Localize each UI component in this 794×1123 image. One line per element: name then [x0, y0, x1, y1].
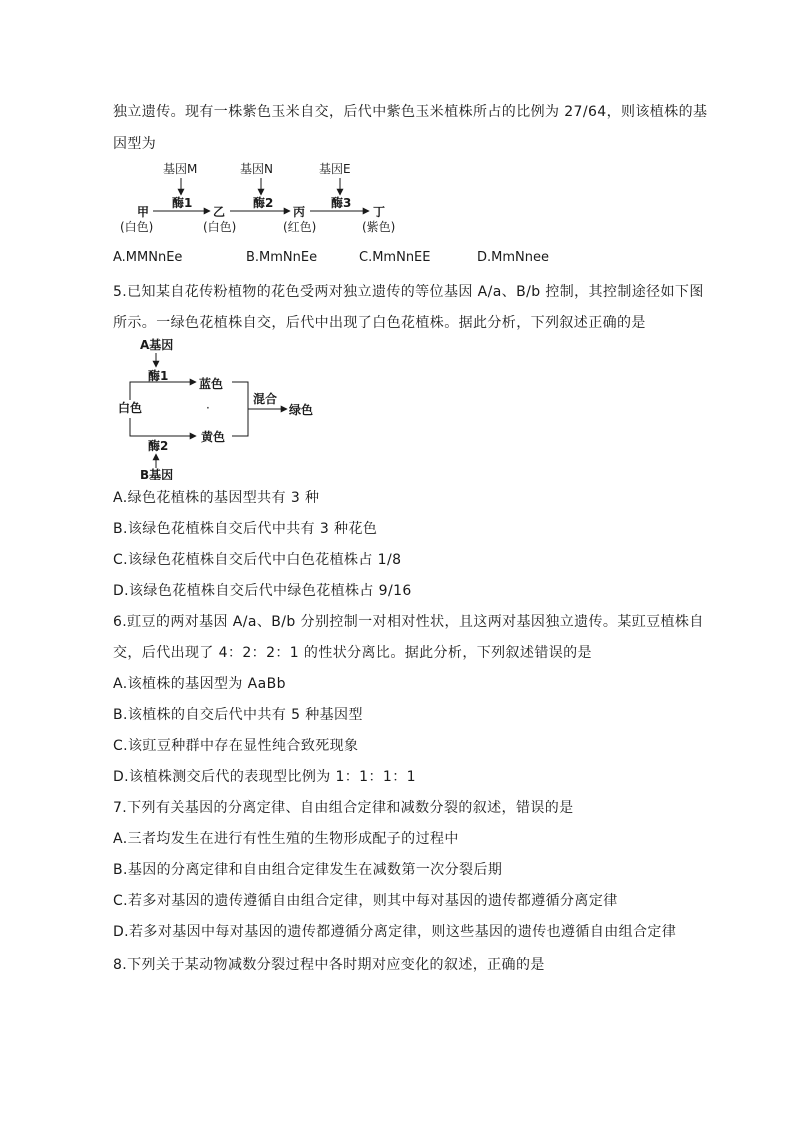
q4-option-d: D.MmNnee — [477, 250, 549, 265]
q5-pathway-diagram — [0, 330, 794, 480]
q5-mix-label: 混合 — [253, 392, 278, 406]
q7-option-d: D.若多对基因中每对基因的遗传都遵循分离定律，则这些基因的遗传也遵循自由组合定律 — [113, 924, 677, 940]
q5-bracket — [232, 382, 248, 436]
q4-node-ding-color: (紫色) — [362, 220, 396, 234]
q5-gene-b-label: B基因 — [140, 468, 174, 480]
q4-node-jia-color: (白色) — [120, 220, 154, 234]
q7-option-a: A.三者均发生在进行有性生殖的生物形成配子的过程中 — [113, 831, 459, 847]
q4-option-b: B.MmNnEe — [246, 250, 318, 265]
q4-option-a: A.MMNnEe — [113, 250, 183, 265]
q5-enzyme1-label: 酶1 — [148, 369, 169, 383]
q5-node-green: 绿色 — [289, 403, 314, 417]
q4-stem-line1: 独立遗传。现有一株紫色玉米自交，后代中紫色玉米植株所占的比例为 27/64，则该植株的基 — [113, 104, 708, 120]
q6-stem-line2: 交，后代出现了 4：2：2：1 的性状分离比。据此分析，下列叙述错误的是 — [113, 645, 592, 661]
q4-enzyme1-label: 酶1 — [172, 196, 193, 210]
q7-stem-line1: 7.下列有关基因的分离定律、自由组合定律和减数分裂的叙述，错误的是 — [113, 800, 574, 816]
q5-node-white: 白色 — [118, 401, 143, 415]
q7-option-c: C.若多对基因的遗传遵循自由组合定律，则其中每对基因的遗传都遵循分离定律 — [113, 893, 618, 909]
q5-stem-line1: 5.已知某自花传粉植物的花色受两对独立遗传的等位基因 A/a、B/b 控制，其控制途径如下图 — [113, 284, 704, 300]
q4-gene-e-label: 基因E — [319, 162, 351, 176]
q4-node-bing: 丙 — [293, 205, 306, 219]
q6-option-c: C.该豇豆种群中存在显性纯合致死现象 — [113, 738, 359, 754]
q5-option-a: A.绿色花植株的基因型共有 3 种 — [113, 490, 320, 506]
q6-stem-line1: 6.豇豆的两对基因 A/a、B/b 分别控制一对相对性状，且这两对基因独立遗传。某豇豆植株自 — [113, 614, 704, 630]
q5-option-b: B.该绿色花植株自交后代中共有 3 种花色 — [113, 521, 378, 537]
q4-gene-m-label: 基因M — [163, 162, 198, 176]
q4-node-jia: 甲 — [137, 205, 150, 219]
q8-stem-line1: 8.下列关于某动物减数分裂过程中各时期对应变化的叙述，正确的是 — [113, 957, 545, 973]
q5-node-blue: 蓝色 — [199, 377, 224, 391]
q5-option-c: C.该绿色花植株自交后代中白色花植株占 1/8 — [113, 552, 402, 568]
q5-enzyme2-label: 酶2 — [148, 439, 169, 453]
q4-node-yi-color: (白色) — [203, 220, 237, 234]
q4-node-bing-color: (红色) — [283, 220, 317, 234]
q5-option-d: D.该绿色花植株自交后代中绿色花植株占 9/16 — [113, 583, 412, 599]
q5-stem-line2: 所示。一绿色花植株自交，后代中出现了白色花植株。据此分析，下列叙述正确的是 — [113, 315, 646, 331]
q5-gene-a-label: A基因 — [140, 338, 174, 352]
q4-enzyme3-label: 酶3 — [331, 196, 352, 210]
q4-pathway-diagram — [0, 0, 794, 260]
q4-option-c: C.MmNnEE — [359, 250, 431, 265]
q4-enzyme2-label: 酶2 — [253, 196, 274, 210]
q4-node-yi: 乙 — [213, 205, 226, 219]
q4-options — [113, 250, 549, 265]
q7-option-b: B.基因的分离定律和自由组合定律发生在减数第一次分裂后期 — [113, 862, 503, 878]
q5-dot: · — [206, 401, 210, 415]
q4-node-ding: 丁 — [373, 205, 386, 219]
q6-option-d: D.该植株测交后代的表现型比例为 1：1：1：1 — [113, 769, 416, 785]
q4-stem-line2: 因型为 — [113, 136, 157, 152]
q5-arrow-white-yellow — [130, 418, 196, 436]
q4-gene-n-label: 基因N — [240, 162, 273, 176]
q5-arrow-white-blue — [130, 382, 196, 400]
q6-option-b: B.该植株的自交后代中共有 5 种基因型 — [113, 707, 363, 723]
q5-node-yellow: 黄色 — [201, 430, 226, 444]
q6-option-a: A.该植株的基因型为 AaBb — [113, 676, 286, 692]
